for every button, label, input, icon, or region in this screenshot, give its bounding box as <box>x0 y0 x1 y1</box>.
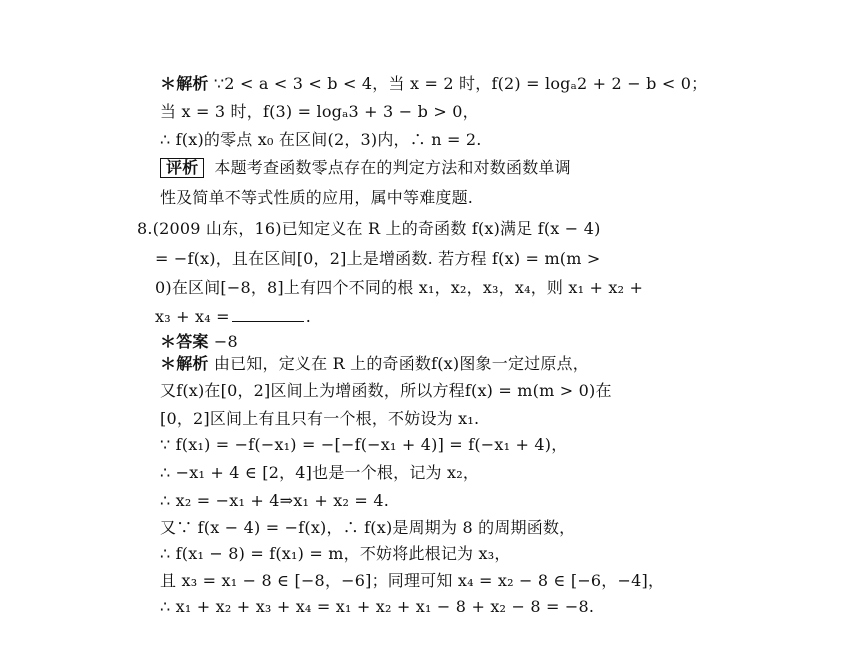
solution-line-10: ∴ x₁ + x₂ + x₃ + x₄ = x₁ + x₂ + x₁ − 8 + x₂ − 8 = −8. <box>160 597 595 616</box>
answer-tag: ＊答案 <box>160 332 209 351</box>
solution-line-6: ∴ x₂ = −x₁ + 4⇒x₁ + x₂ = 4. <box>160 491 389 510</box>
solution-line-3: [0，2]区间上有且只有一个根，不妨设为 x₁. <box>160 409 480 428</box>
comment-line-1: 评析 本题考查函数零点存在的判定方法和对数函数单调 <box>160 157 571 179</box>
problem-8-line-3: 0)在区间[−8，8]上有四个不同的根 x₁，x₂，x₃，x₄，则 x₁ + x₂ + <box>155 278 644 297</box>
solution-line-7: 又∵ f(x − 4) = −f(x)，∴ f(x)是周期为 8 的周期函数， <box>160 518 576 537</box>
solution-line-5: ∴ −x₁ + 4 ∈ [2，4]也是一个根，记为 x₂， <box>160 463 480 482</box>
analysis-line-2: 当 x = 3 时，f(3) = logₐ3 + 3 − b > 0， <box>160 102 479 121</box>
solution-line-1: ＊解析 由已知，定义在 R 上的奇函数f(x)图象一定过原点， <box>160 354 589 373</box>
comment-box-label: 评析 <box>160 158 204 178</box>
problem-8-line-4: x₃ + x₄ = . <box>155 307 312 326</box>
solution-tag: ＊解析 <box>160 354 209 373</box>
answer-blank <box>232 307 304 322</box>
answer-line: ＊答案 −8 <box>160 332 238 351</box>
analysis-line-3: ∴ f(x)的零点 x₀ 在区间(2，3)内，∴ n = 2. <box>160 130 482 149</box>
analysis-line-1: ＊解析 ∵2 < a < 3 < b < 4，当 x = 2 时，f(2) = logₐ2 + 2 − b < 0； <box>160 74 708 93</box>
solution-line-2: 又f(x)在[0，2]区间上为增函数，所以方程f(x) = m(m > 0)在 <box>160 381 612 400</box>
comment-line-2: 性及简单不等式性质的应用，属中等难度题. <box>160 188 474 207</box>
solution-line-4: ∵ f(x₁) = −f(−x₁) = −[−f(−x₁ + 4)] = f(−x₁ + 4)， <box>160 435 568 454</box>
analysis-tag: ＊解析 <box>160 74 209 93</box>
solution-line-9: 且 x₃ = x₁ − 8 ∈ [−8，−6]；同理可知 x₄ = x₂ − 8 ∈ [−6，−4]， <box>160 571 665 590</box>
solution-line-8: ∴ f(x₁ − 8) = f(x₁) = m，不妨将此根记为 x₃， <box>160 544 511 563</box>
problem-8-line-2: = −f(x)，且在区间[0，2]上是增函数. 若方程 f(x) = m(m > <box>155 249 601 268</box>
problem-8-line-1: 8.(2009 山东，16)已知定义在 R 上的奇函数 f(x)满足 f(x − 4) <box>137 219 601 238</box>
